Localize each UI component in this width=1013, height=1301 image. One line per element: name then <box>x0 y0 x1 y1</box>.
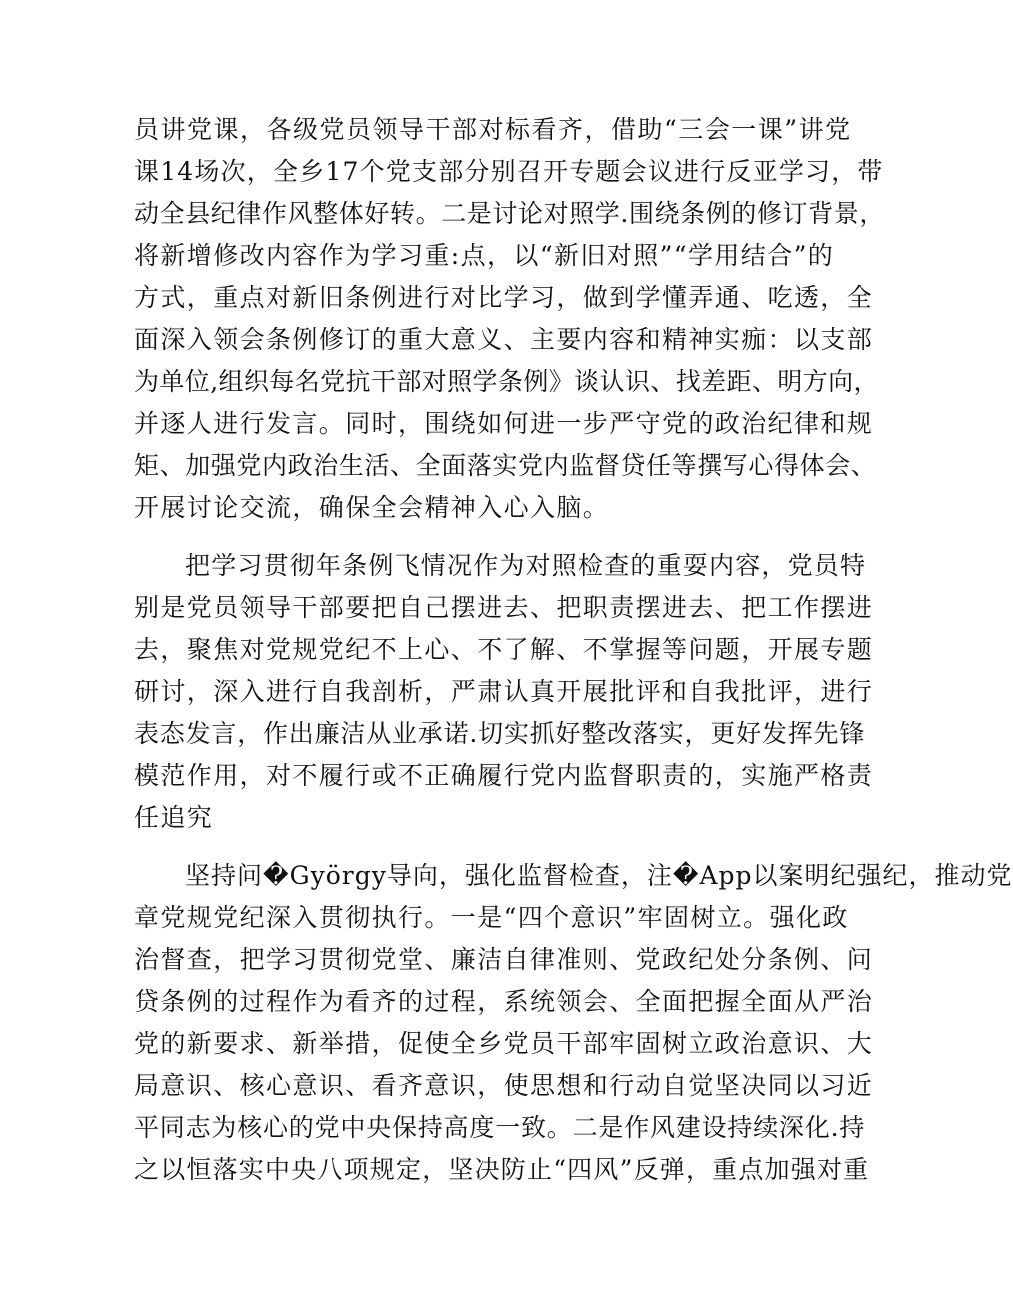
text-line: 别是党员领导干部要把自己摆进去、把职责摆进去、把工作摆进 <box>134 593 874 622</box>
text-line: 平同志为核心的党中央保持高度一致。二是作风建设持续深化.持 <box>134 1113 866 1142</box>
text-line: 为单位,组织每名党抗干部对照学条例》谈认识、找差距、明方向， <box>134 367 879 396</box>
text-line: 局意识、核心意识、看齐意识，使思想和行动自觉坚决同以习近 <box>134 1071 874 1100</box>
text-line: 面深入领会条例修订的重大意义、主要内容和精神实痂：以支部 <box>134 325 874 354</box>
text-line: 把学习贯彻年条例飞情况作为对照检查的重耍内容，党员特 <box>185 551 867 580</box>
text-line: 研讨，深入进行自我剖析，严肃认真开展批评和自我批评，进行 <box>134 677 874 706</box>
text-line: 去，聚焦对党规党纪不上心、不了解、不掌握等问题，开展专题 <box>134 635 874 664</box>
text-line: 坚持问�György导向，强化监督检查，注�App以案明纪强纪，推动党 <box>185 861 1013 890</box>
text-line: 矩、加强党内政治生活、全面落实党内监督贷任等撰写心得体会、 <box>134 451 877 480</box>
text-line: 动全县纪律作风整体好转。二是讨论对照学.围绕条例的修订背景， <box>134 199 885 228</box>
text-line: 并逐人进行发言。同时，围绕如何进一步严守党的政治纪律和规 <box>134 409 874 438</box>
text-line: 开展讨论交流，确保全会精神入心入脑。 <box>134 493 610 522</box>
text-line: 方式，重点对新旧条例进行对比学习，做到学懂弄通、吃透，全 <box>134 283 874 312</box>
text-line: 将新增修改内容作为学习重:点，以“新旧对照”“学用结合”的 <box>134 241 835 270</box>
text-line: 表态发言，作出廉洁从业承诺.切实抓好整改落实，更好发挥先锋 <box>134 719 866 748</box>
text-line: 课14场次，全乡17个党支部分别召开专题会议进行反亚学习，带 <box>134 157 884 186</box>
text-line: 党的新要求、新举措，促使全乡党员干部牢固树立政治意识、大 <box>134 1029 874 1058</box>
text-line: 员讲党课，各级党员领导干部对标看齐，借助“三会一课”讲党 <box>134 115 852 144</box>
text-line: 任追究 <box>134 803 214 832</box>
text-line: 之以恒落实中央八项规定，坚决防止“四风”反弹，重点加强对重 <box>134 1155 870 1184</box>
text-line: 治督查，把学习贯彻党堂、廉洁自律准则、党政纪处分条例、问 <box>134 945 874 974</box>
text-line: 章党规党纪深入贯彻执行。一是“四个意识”牢固树立。强化政 <box>134 903 849 932</box>
text-line: 贷条例的过程作为看齐的过程，系统领会、全面把握全面从严治 <box>134 987 874 1016</box>
text-line: 模范作用，对不履行或不正确履行党内监督职责的，实施严格责 <box>134 761 874 790</box>
